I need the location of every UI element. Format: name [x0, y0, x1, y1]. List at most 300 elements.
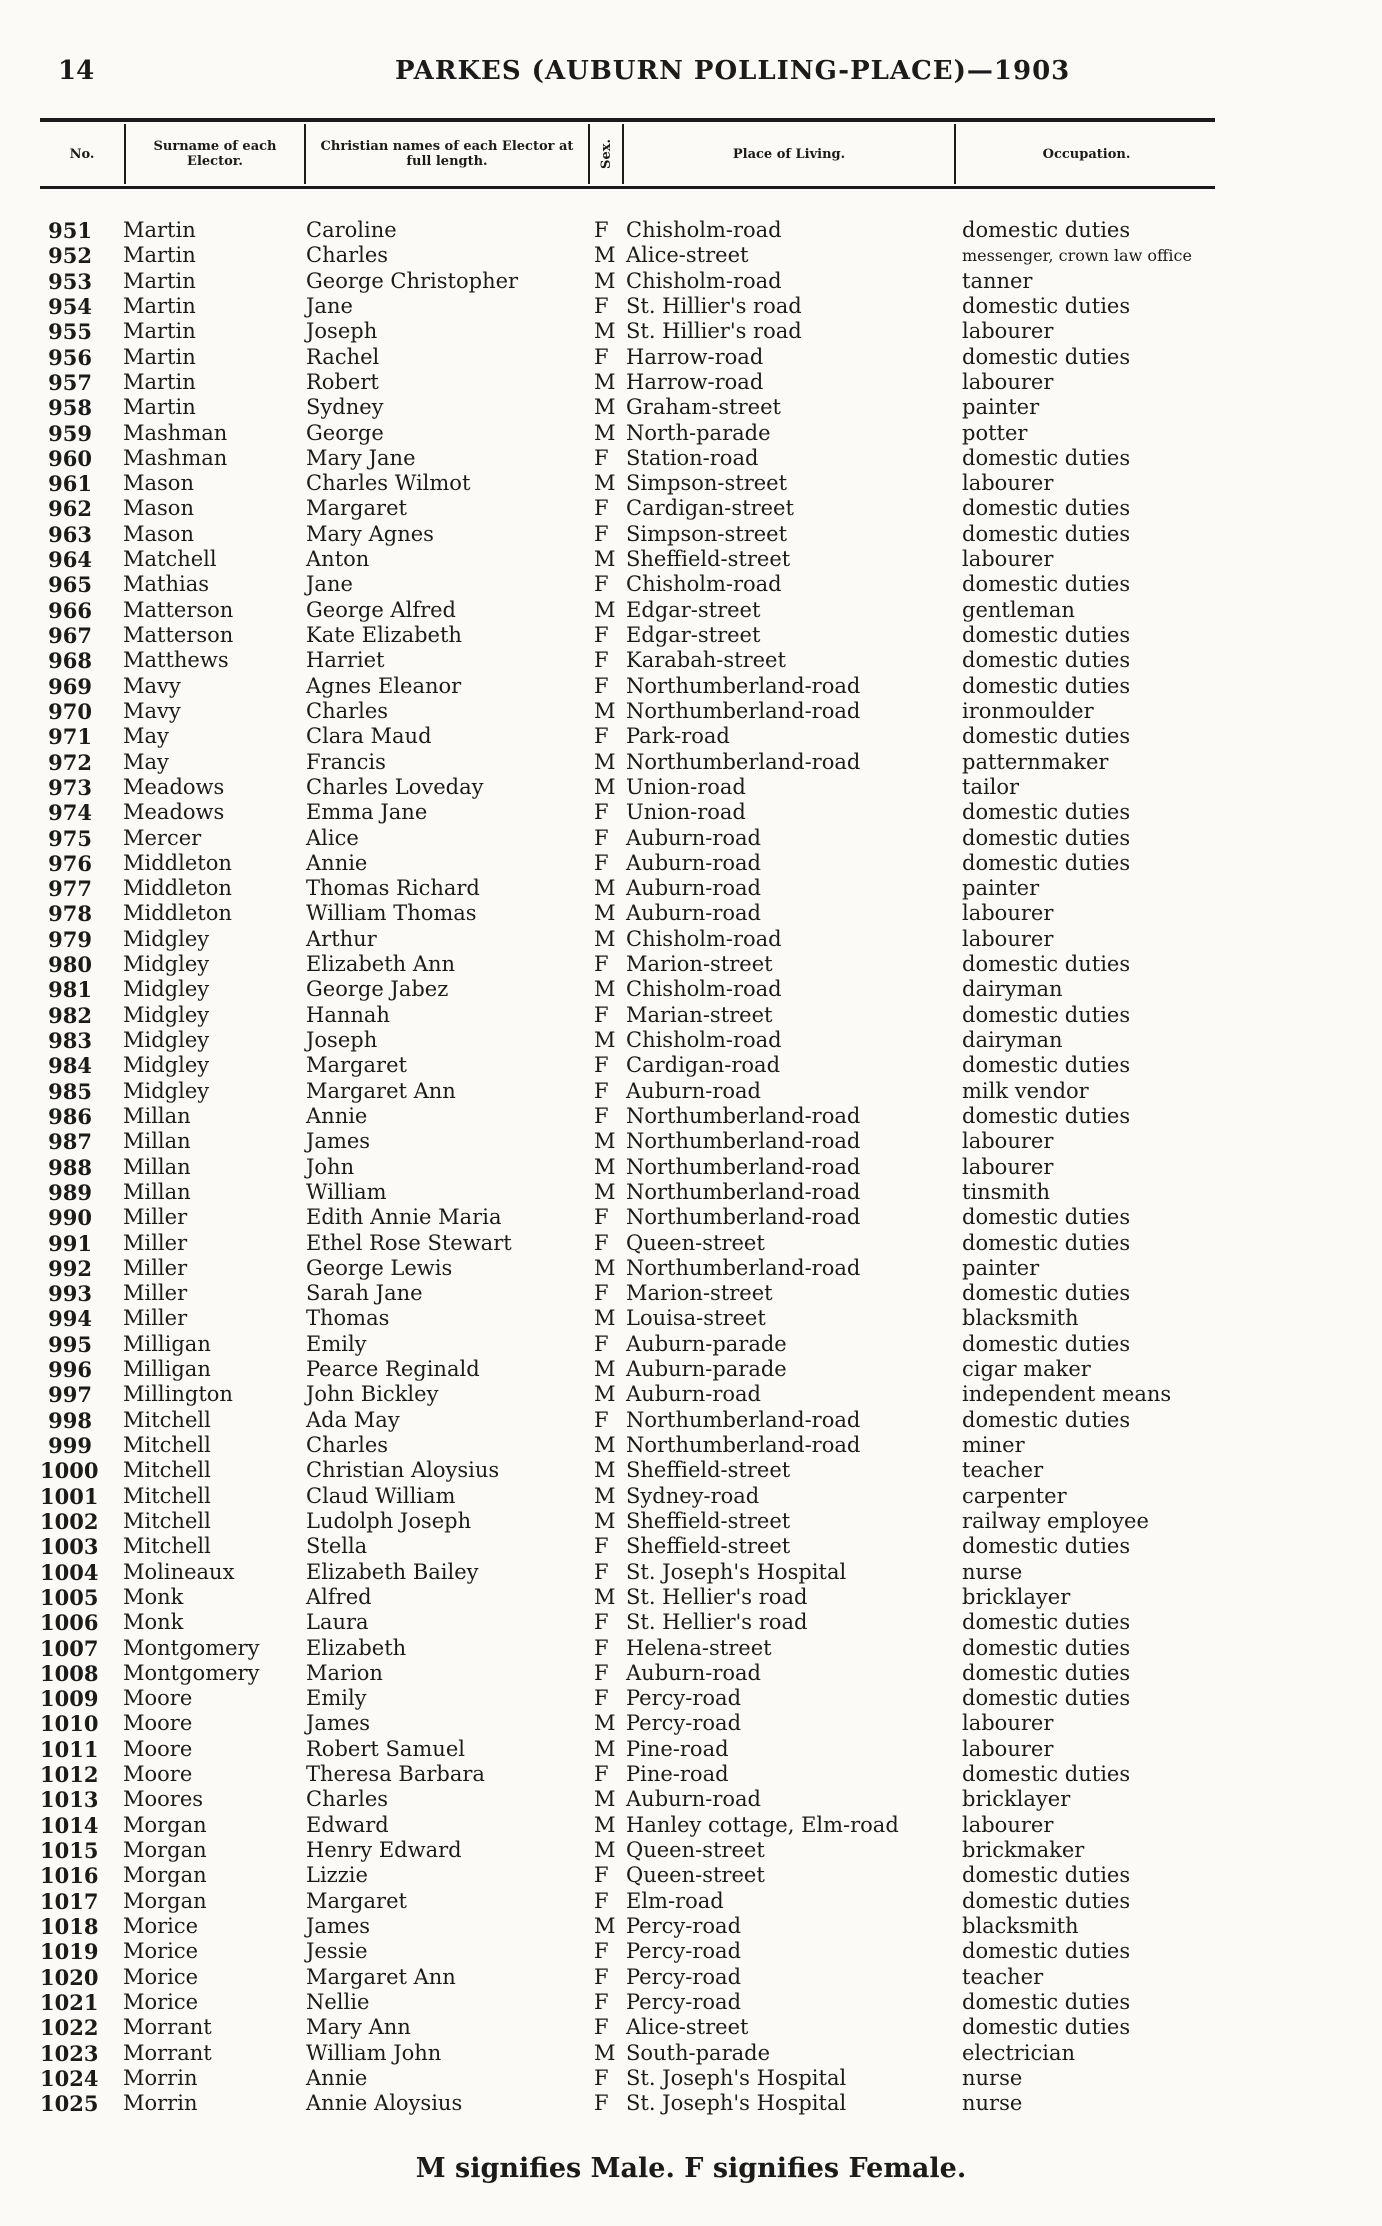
- elector-occupation: domestic duties: [962, 521, 1131, 546]
- elector-surname: Martin: [123, 395, 196, 420]
- elector-row: [0, 1889, 1382, 1914]
- elector-christian-names: Lizzie: [306, 1863, 368, 1888]
- elector-sex: M: [594, 547, 616, 572]
- elector-sex: F: [594, 673, 609, 698]
- elector-christian-names: Mary Jane: [306, 445, 416, 470]
- elector-christian-names: John Bickley: [306, 1382, 439, 1407]
- elector-occupation: teacher: [962, 1458, 1044, 1483]
- elector-place-of-living: Northumberland-road: [626, 1433, 861, 1457]
- elector-christian-names: Jane: [306, 572, 353, 597]
- elector-number: 1024: [40, 2065, 99, 2091]
- elector-occupation: ironmoulder: [962, 698, 1094, 723]
- elector-occupation: labourer: [962, 471, 1054, 496]
- elector-place-of-living: Union-road: [626, 774, 746, 799]
- elector-surname: Moore: [123, 1711, 193, 1736]
- elector-sex: M: [594, 698, 616, 723]
- elector-occupation: domestic duties: [962, 1888, 1131, 1913]
- elector-surname: Moore: [123, 1736, 193, 1761]
- elector-row: [0, 1306, 1382, 1331]
- elector-number: 1018: [40, 1913, 99, 1939]
- elector-christian-names: William John: [306, 2040, 442, 2065]
- elector-number: 996: [48, 1357, 92, 1383]
- elector-christian-names: James: [306, 1129, 371, 1154]
- elector-number: 980: [48, 952, 92, 978]
- elector-number: 961: [48, 471, 92, 497]
- elector-surname: Mercer: [123, 825, 202, 850]
- elector-occupation: labourer: [962, 1812, 1054, 1837]
- elector-occupation: carpenter: [962, 1483, 1067, 1508]
- elector-number: 1019: [40, 1939, 99, 1965]
- elector-occupation: domestic duties: [962, 623, 1131, 647]
- elector-surname: Molineaux: [123, 1559, 235, 1584]
- elector-row: [0, 674, 1382, 699]
- elector-christian-names: George: [306, 420, 384, 445]
- elector-place-of-living: St. Hellier's road: [626, 1584, 808, 1609]
- elector-surname: Morrin: [123, 2091, 198, 2116]
- elector-surname: Mason: [123, 496, 194, 521]
- elector-sex: M: [594, 369, 616, 394]
- elector-sex: M: [594, 597, 616, 622]
- elector-sex: F: [594, 1103, 609, 1128]
- elector-sex: F: [594, 1939, 609, 1964]
- elector-place-of-living: Northumberland-road: [626, 1154, 861, 1179]
- elector-row: [0, 724, 1382, 749]
- elector-christian-names: Annie: [306, 1103, 368, 1128]
- elector-surname: Morgan: [123, 1888, 207, 1913]
- elector-sex: F: [594, 1989, 609, 2014]
- elector-occupation: blacksmith: [962, 1913, 1079, 1938]
- elector-row: [0, 1686, 1382, 1711]
- elector-occupation: domestic duties: [962, 1635, 1131, 1660]
- elector-row: [0, 1231, 1382, 1256]
- elector-row: [0, 2091, 1382, 2116]
- elector-occupation: independent means: [962, 1382, 1172, 1407]
- elector-christian-names: Annie: [306, 850, 368, 875]
- elector-christian-names: Emily: [306, 1686, 367, 1711]
- elector-occupation: domestic duties: [962, 825, 1131, 850]
- elector-number: 981: [48, 977, 92, 1003]
- elector-christian-names: James: [306, 1913, 371, 1938]
- elector-surname: Monk: [123, 1584, 184, 1609]
- elector-occupation: milk vendor: [962, 1078, 1089, 1103]
- elector-number: 1005: [40, 1584, 99, 1610]
- elector-place-of-living: Chisholm-road: [626, 977, 782, 1002]
- elector-place-of-living: Pine-road: [626, 1736, 729, 1761]
- elector-row: [0, 446, 1382, 471]
- elector-surname: Mashman: [123, 445, 228, 470]
- elector-christian-names: Henry Edward: [306, 1838, 462, 1862]
- elector-row: [0, 1787, 1382, 1812]
- elector-number: 1025: [40, 2091, 99, 2117]
- elector-place-of-living: Northumberland-road: [626, 749, 861, 774]
- elector-place-of-living: Chisholm-road: [626, 268, 782, 293]
- elector-surname: Matterson: [123, 623, 234, 647]
- elector-place-of-living: Percy-road: [626, 1989, 742, 2014]
- elector-occupation: domestic duties: [962, 2015, 1131, 2040]
- elector-surname: Mitchell: [123, 1407, 211, 1432]
- elector-christian-names: Edith Annie Maria: [306, 1205, 502, 1230]
- elector-occupation: potter: [962, 420, 1028, 445]
- elector-occupation: labourer: [962, 1154, 1054, 1179]
- elector-sex: M: [594, 420, 616, 445]
- elector-number: 987: [48, 1129, 92, 1155]
- elector-christian-names: Alfred: [306, 1584, 372, 1609]
- elector-occupation: bricklayer: [962, 1787, 1071, 1812]
- elector-row: [0, 471, 1382, 496]
- elector-surname: Milligan: [123, 1331, 211, 1356]
- elector-surname: Martin: [123, 319, 196, 344]
- elector-row: [0, 1104, 1382, 1129]
- elector-surname: Morrin: [123, 2065, 198, 2090]
- elector-christian-names: Annie: [306, 2065, 368, 2090]
- elector-number: 1015: [40, 1838, 99, 1863]
- elector-row: [0, 1458, 1382, 1483]
- elector-surname: May: [123, 724, 169, 749]
- elector-row: [0, 851, 1382, 876]
- elector-place-of-living: Northumberland-road: [626, 1407, 861, 1432]
- elector-sex: F: [594, 1686, 609, 1711]
- sex-header-label: Sex.: [598, 139, 614, 169]
- elector-place-of-living: Northumberland-road: [626, 1205, 861, 1230]
- elector-sex: F: [594, 521, 609, 546]
- elector-occupation: teacher: [962, 1964, 1044, 1989]
- elector-number: 1020: [40, 1964, 99, 1990]
- column-divider: [622, 124, 624, 184]
- elector-sex: F: [594, 952, 609, 977]
- elector-occupation: domestic duties: [962, 1230, 1131, 1255]
- elector-place-of-living: Queen-street: [626, 1863, 765, 1888]
- elector-christian-names: Charles: [306, 1787, 389, 1812]
- elector-occupation: domestic duties: [962, 1939, 1131, 1964]
- elector-place-of-living: Queen-street: [626, 1230, 765, 1255]
- elector-place-of-living: Sheffield-street: [626, 1534, 791, 1559]
- elector-occupation: dairyman: [962, 977, 1063, 1002]
- elector-place-of-living: South-parade: [626, 2040, 771, 2065]
- elector-surname: May: [123, 749, 169, 774]
- elector-number: 971: [48, 724, 92, 750]
- elector-row: [0, 1762, 1382, 1787]
- elector-surname: Millan: [123, 1154, 191, 1179]
- elector-occupation: domestic duties: [962, 1610, 1131, 1635]
- elector-number: 977: [48, 876, 92, 902]
- elector-sex: F: [594, 2091, 609, 2116]
- elector-place-of-living: Simpson-street: [626, 471, 788, 496]
- elector-place-of-living: Park-road: [626, 724, 730, 749]
- elector-place-of-living: Percy-road: [626, 1964, 742, 1989]
- elector-sex: M: [594, 1028, 616, 1052]
- elector-occupation: domestic duties: [962, 1660, 1131, 1685]
- electors-list: [0, 218, 1382, 2116]
- elector-number: 970: [48, 698, 92, 724]
- elector-place-of-living: Marian-street: [626, 1002, 773, 1027]
- page-number: 14: [58, 56, 95, 86]
- elector-number: 1014: [40, 1812, 99, 1838]
- elector-christian-names: Robert: [306, 369, 379, 394]
- elector-place-of-living: Hanley cottage, Elm-road: [626, 1812, 899, 1837]
- column-header-place: Place of Living.: [732, 146, 846, 162]
- elector-christian-names: Margaret Ann: [306, 1078, 456, 1103]
- elector-place-of-living: St. Joseph's Hospital: [626, 1559, 847, 1584]
- elector-number: 952: [48, 243, 92, 269]
- elector-christian-names: George Jabez: [306, 977, 449, 1002]
- elector-number: 964: [48, 547, 92, 573]
- elector-occupation: domestic duties: [962, 1103, 1131, 1128]
- elector-surname: Moore: [123, 1762, 193, 1787]
- elector-surname: Milligan: [123, 1357, 211, 1382]
- elector-row: [0, 2015, 1382, 2040]
- elector-sex: M: [594, 1508, 616, 1533]
- elector-number: 974: [48, 800, 92, 826]
- elector-christian-names: William Thomas: [306, 901, 477, 926]
- elector-place-of-living: Auburn-road: [626, 901, 761, 926]
- elector-occupation: domestic duties: [962, 724, 1131, 749]
- elector-place-of-living: Pine-road: [626, 1762, 729, 1787]
- elector-christian-names: Jessie: [306, 1939, 368, 1964]
- elector-row: [0, 1914, 1382, 1939]
- elector-sex: M: [594, 268, 616, 293]
- elector-occupation: domestic duties: [962, 572, 1131, 597]
- elector-row: [0, 1256, 1382, 1281]
- elector-christian-names: Robert Samuel: [306, 1736, 465, 1761]
- elector-occupation: tinsmith: [962, 1179, 1051, 1204]
- elector-row: [0, 345, 1382, 370]
- elector-sex: M: [594, 774, 616, 799]
- elector-sex: F: [594, 825, 609, 850]
- elector-number: 1022: [40, 2015, 99, 2041]
- elector-occupation: domestic duties: [962, 218, 1131, 242]
- elector-sex: F: [594, 1053, 609, 1078]
- elector-number: 1012: [40, 1762, 99, 1788]
- elector-christian-names: Sarah Jane: [306, 1281, 423, 1306]
- elector-surname: Matthews: [123, 648, 229, 673]
- elector-christian-names: Margaret: [306, 1888, 407, 1913]
- elector-christian-names: George Alfred: [306, 597, 456, 622]
- elector-christian-names: Stella: [306, 1534, 368, 1559]
- elector-place-of-living: Louisa-street: [626, 1306, 766, 1331]
- elector-christian-names: Francis: [306, 749, 386, 774]
- elector-surname: Matterson: [123, 597, 234, 622]
- elector-number: 968: [48, 648, 92, 674]
- elector-row: [0, 1155, 1382, 1180]
- elector-christian-names: Hannah: [306, 1002, 390, 1027]
- elector-sex: M: [594, 1483, 616, 1508]
- elector-sex: F: [594, 1888, 609, 1913]
- elector-place-of-living: Edgar-street: [626, 597, 761, 622]
- elector-sex: M: [594, 471, 616, 496]
- elector-number: 963: [48, 521, 92, 547]
- elector-christian-names: Joseph: [306, 1028, 378, 1052]
- elector-row: [0, 1711, 1382, 1736]
- elector-row: [0, 572, 1382, 597]
- elector-row: [0, 522, 1382, 547]
- elector-row: [0, 1382, 1382, 1407]
- elector-number: 1010: [40, 1711, 99, 1737]
- elector-surname: Mashman: [123, 420, 228, 445]
- elector-surname: Martin: [123, 293, 196, 318]
- elector-row: [0, 496, 1382, 521]
- elector-row: [0, 1357, 1382, 1382]
- elector-number: 993: [48, 1281, 92, 1307]
- elector-sex: M: [594, 901, 616, 926]
- elector-place-of-living: Alice-street: [626, 243, 749, 268]
- elector-surname: Midgley: [123, 1028, 210, 1052]
- elector-number: 955: [48, 319, 92, 345]
- elector-surname: Morgan: [123, 1838, 207, 1862]
- elector-occupation: domestic duties: [962, 1205, 1131, 1230]
- elector-row: [0, 319, 1382, 344]
- elector-surname: Martin: [123, 369, 196, 394]
- elector-occupation: domestic duties: [962, 1762, 1131, 1787]
- elector-row: [0, 1939, 1382, 1964]
- column-header-sex: [590, 124, 622, 184]
- elector-surname: Montgomery: [123, 1635, 260, 1660]
- elector-christian-names: James: [306, 1711, 371, 1736]
- elector-sex: F: [594, 1610, 609, 1635]
- elector-place-of-living: St. Hellier's road: [626, 1610, 808, 1635]
- elector-sex: F: [594, 1205, 609, 1230]
- elector-sex: F: [594, 445, 609, 470]
- elector-sex: M: [594, 1458, 616, 1483]
- elector-row: [0, 901, 1382, 926]
- elector-surname: Millington: [123, 1382, 233, 1407]
- elector-christian-names: Laura: [306, 1610, 369, 1635]
- elector-number: 965: [48, 572, 92, 598]
- elector-row: [0, 699, 1382, 724]
- elector-number: 1001: [40, 1483, 99, 1509]
- elector-christian-names: William: [306, 1179, 387, 1204]
- column-divider: [304, 124, 306, 184]
- elector-sex: F: [594, 1762, 609, 1787]
- elector-place-of-living: Elm-road: [626, 1888, 724, 1913]
- elector-number: 976: [48, 850, 92, 876]
- elector-christian-names: Joseph: [306, 319, 378, 344]
- elector-sex: M: [594, 749, 616, 774]
- elector-place-of-living: Sydney-road: [626, 1483, 760, 1508]
- elector-sex: F: [594, 1407, 609, 1432]
- elector-sex: F: [594, 800, 609, 825]
- elector-row: [0, 1990, 1382, 2015]
- elector-number: 1021: [40, 1989, 99, 2015]
- elector-number: 966: [48, 597, 92, 623]
- elector-christian-names: Clara Maud: [306, 724, 432, 749]
- elector-sex: M: [594, 243, 616, 268]
- elector-surname: Mavy: [123, 673, 181, 698]
- elector-occupation: domestic duties: [962, 800, 1131, 825]
- elector-christian-names: Pearce Reginald: [306, 1357, 480, 1382]
- elector-occupation: labourer: [962, 319, 1054, 344]
- elector-number: 951: [48, 218, 92, 243]
- elector-occupation: domestic duties: [962, 648, 1131, 673]
- elector-occupation: painter: [962, 395, 1040, 420]
- elector-occupation: miner: [962, 1433, 1025, 1457]
- elector-christian-names: Nellie: [306, 1989, 370, 2014]
- elector-occupation: dairyman: [962, 1028, 1063, 1052]
- elector-row: [0, 1079, 1382, 1104]
- elector-place-of-living: Percy-road: [626, 1939, 742, 1964]
- elector-christian-names: Margaret: [306, 496, 407, 521]
- elector-occupation: blacksmith: [962, 1306, 1079, 1331]
- elector-row: [0, 1003, 1382, 1028]
- elector-christian-names: Jane: [306, 293, 353, 318]
- elector-surname: Martin: [123, 218, 196, 242]
- elector-occupation: electrician: [962, 2040, 1076, 2065]
- elector-number: 1013: [40, 1787, 99, 1813]
- elector-row: [0, 800, 1382, 825]
- elector-christian-names: Charles: [306, 243, 389, 268]
- elector-occupation: domestic duties: [962, 293, 1131, 318]
- elector-christian-names: Agnes Eleanor: [306, 673, 462, 698]
- elector-surname: Miller: [123, 1205, 188, 1230]
- elector-row: [0, 1661, 1382, 1686]
- elector-surname: Martin: [123, 243, 196, 268]
- elector-place-of-living: Sheffield-street: [626, 1458, 791, 1483]
- elector-occupation: domestic duties: [962, 496, 1131, 521]
- elector-sex: M: [594, 977, 616, 1002]
- elector-sex: F: [594, 1002, 609, 1027]
- elector-row: [0, 370, 1382, 395]
- elector-surname: Morice: [123, 1913, 199, 1938]
- elector-sex: M: [594, 1433, 616, 1457]
- elector-occupation: railway employee: [962, 1508, 1149, 1533]
- elector-row: [0, 1484, 1382, 1509]
- elector-sex: M: [594, 1306, 616, 1331]
- elector-row: [0, 876, 1382, 901]
- elector-place-of-living: Marion-street: [626, 1281, 773, 1306]
- elector-surname: Mitchell: [123, 1458, 211, 1483]
- elector-occupation: domestic duties: [962, 673, 1131, 698]
- elector-row: [0, 1636, 1382, 1661]
- elector-surname: Morrant: [123, 2015, 212, 2040]
- elector-number: 1011: [40, 1736, 99, 1762]
- elector-row: [0, 1180, 1382, 1205]
- elector-place-of-living: St. Joseph's Hospital: [626, 2091, 847, 2116]
- elector-surname: Meadows: [123, 800, 225, 825]
- elector-christian-names: Thomas Richard: [306, 876, 480, 901]
- elector-christian-names: Alice: [306, 825, 359, 850]
- elector-place-of-living: St. Joseph's Hospital: [626, 2065, 847, 2090]
- elector-place-of-living: Auburn-road: [626, 825, 761, 850]
- elector-number: 989: [48, 1179, 92, 1205]
- elector-number: 967: [48, 623, 92, 648]
- elector-sex: M: [594, 1711, 616, 1736]
- elector-christian-names: Caroline: [306, 218, 397, 242]
- elector-row: [0, 1534, 1382, 1559]
- elector-christian-names: Charles Loveday: [306, 774, 484, 799]
- elector-row: [0, 1053, 1382, 1078]
- elector-row: [0, 1585, 1382, 1610]
- elector-christian-names: Edward: [306, 1812, 389, 1837]
- elector-number: 986: [48, 1103, 92, 1129]
- elector-sex: F: [594, 1635, 609, 1660]
- elector-place-of-living: Northumberland-road: [626, 673, 861, 698]
- elector-surname: Monk: [123, 1610, 184, 1635]
- elector-sex: M: [594, 1736, 616, 1761]
- elector-sex: F: [594, 1078, 609, 1103]
- elector-sex: F: [594, 724, 609, 749]
- elector-occupation: gentleman: [962, 597, 1075, 622]
- elector-place-of-living: Northumberland-road: [626, 1179, 861, 1204]
- elector-row: [0, 2066, 1382, 2091]
- elector-occupation: nurse: [962, 2091, 1023, 2116]
- elector-place-of-living: North-parade: [626, 420, 771, 445]
- column-header-occupation: Occupation.: [1042, 146, 1131, 162]
- elector-surname: Morgan: [123, 1863, 207, 1888]
- elector-surname: Mason: [123, 471, 194, 496]
- elector-occupation: domestic duties: [962, 1686, 1131, 1711]
- elector-number: 1003: [40, 1534, 99, 1560]
- header-rule-bottom: [40, 186, 1215, 189]
- elector-surname: Midgley: [123, 1053, 210, 1078]
